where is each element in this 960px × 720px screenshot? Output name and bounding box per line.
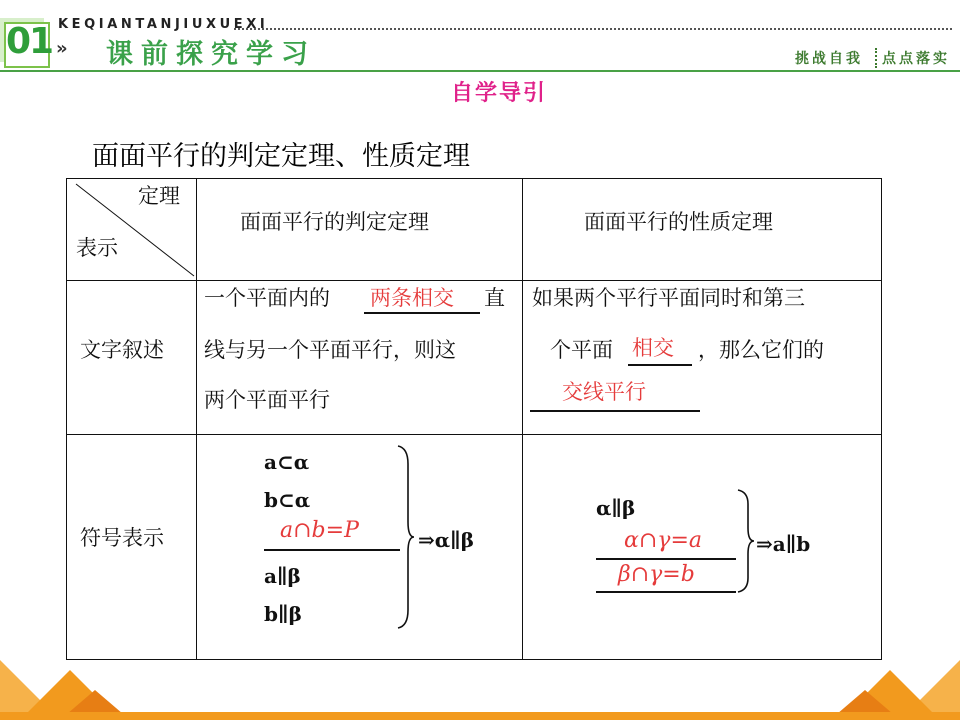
judge-sym-underline — [264, 549, 400, 551]
chevron-right-icon: » — [56, 38, 68, 59]
judge-sym-2: b⊂α — [264, 488, 311, 512]
judge-result: ⇒α∥β — [418, 528, 475, 552]
subhead: 自学导引 — [451, 81, 548, 106]
judge-fill-underline — [364, 312, 480, 314]
judge-line1-prefix: 一个平面内的 — [204, 286, 330, 310]
header-title: 课前探究学习 — [106, 39, 316, 70]
section-title: 面面平行的判定定理、性质定理 — [92, 141, 470, 172]
table-divider-col2 — [522, 178, 523, 660]
corner-label-theorem: 定理 — [138, 184, 180, 208]
header-underline — [0, 70, 960, 72]
header-link-practice[interactable]: 点点落实 — [882, 51, 950, 67]
header-dotted-rule — [234, 28, 952, 30]
chapter-number: 01 — [6, 21, 53, 62]
judge-sym-5: b∥β — [264, 602, 302, 626]
col-header-judgement: 面面平行的判定定理 — [240, 210, 429, 234]
col-header-property: 面面平行的性质定理 — [584, 210, 773, 234]
table-border-right — [881, 178, 882, 660]
prop-fill-underline-2 — [530, 410, 700, 412]
judge-line1-fill: 两条相交 — [370, 286, 454, 310]
prop-sym-1: α∥β — [596, 496, 636, 520]
judge-sym-1: a⊂α — [264, 450, 310, 474]
judge-sym-4: a∥β — [264, 564, 301, 588]
chapter-number-badge — [0, 18, 54, 68]
prop-line2-prefix: 个平面 — [550, 338, 613, 362]
header-link-challenge[interactable]: 挑战自我 — [795, 51, 863, 67]
prop-sym-3-fill: β∩γ=b — [618, 562, 695, 587]
judge-brace — [396, 444, 416, 630]
prop-sym-underline-2 — [596, 591, 736, 593]
prop-sym-underline-1 — [596, 558, 736, 560]
corner-label-representation: 表示 — [76, 236, 118, 260]
table-divider-row2 — [66, 434, 882, 435]
judge-line1-suffix: 直 — [484, 286, 505, 310]
prop-brace — [736, 488, 756, 594]
judge-line3: 两个平面平行 — [204, 388, 330, 412]
header-pinyin: KEQIANTANJIUXUEXI — [58, 17, 269, 32]
prop-line1: 如果两个平行平面同时和第三 — [532, 286, 805, 310]
judge-sym-3-fill: a∩b=P — [280, 518, 359, 543]
bottom-decoration — [0, 650, 960, 720]
prop-line2-suffix: ，那么它们的 — [698, 338, 824, 362]
row-label-symbol: 符号表示 — [80, 526, 164, 550]
prop-sym-2-fill: α∩γ=a — [624, 528, 702, 553]
theorem-table — [66, 178, 882, 660]
prop-line2-fill: 相交 — [632, 336, 674, 360]
row-label-text: 文字叙述 — [80, 338, 164, 362]
prop-line3-fill: 交线平行 — [562, 380, 646, 404]
judge-line2: 线与另一个平面平行，则这 — [204, 338, 456, 362]
header-separator — [875, 48, 877, 68]
prop-result: ⇒a∥b — [756, 532, 811, 556]
